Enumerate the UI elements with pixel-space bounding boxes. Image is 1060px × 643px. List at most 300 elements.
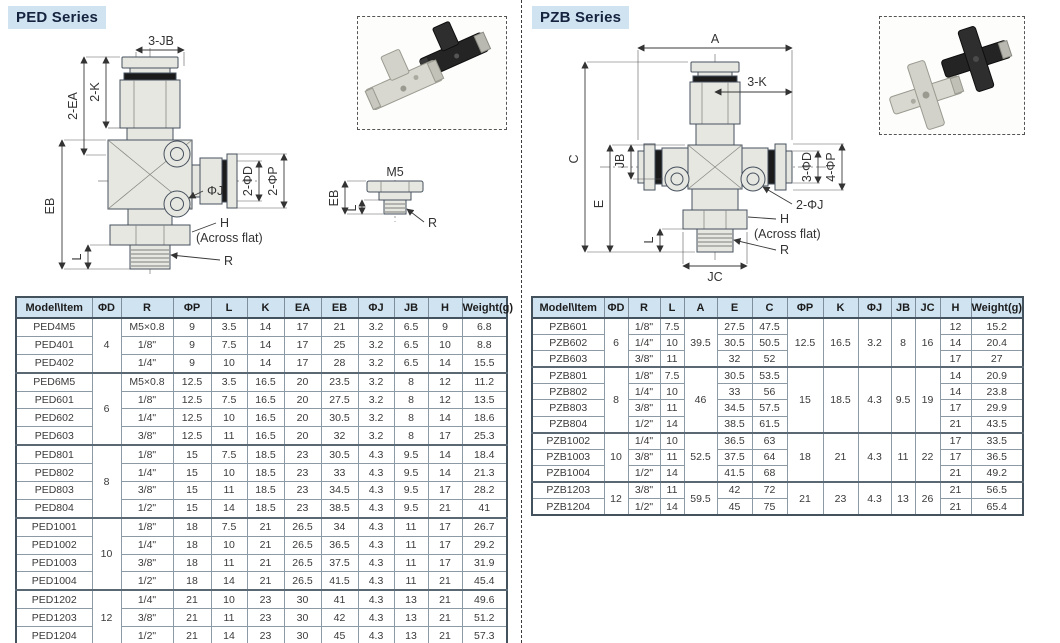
- dim-label-l: L: [642, 236, 656, 244]
- table-cell: 56.5: [971, 482, 1023, 499]
- ped-m5-inset-drawing: [367, 181, 423, 214]
- table-cell: 8.8: [462, 336, 507, 354]
- dim-label-2phip: 2-ΦP: [266, 166, 280, 196]
- table-cell: 1/8": [628, 367, 660, 384]
- table-cell: 9.5: [394, 445, 428, 463]
- table-cell: 12: [428, 391, 462, 409]
- table-cell: 11: [394, 536, 428, 554]
- column-header: K: [823, 297, 858, 318]
- table-cell: 10: [660, 384, 684, 400]
- table-cell: 42: [321, 609, 358, 627]
- table-cell: PZB1204: [532, 499, 604, 516]
- dim-label-2phid: 2-ΦD: [241, 165, 255, 197]
- table-cell: 45.4: [462, 572, 507, 590]
- table-cell: 3/8": [628, 449, 660, 465]
- table-cell: 21: [247, 572, 284, 590]
- column-header: JB: [891, 297, 915, 318]
- table-cell: 4.3: [358, 482, 394, 500]
- table-cell: 29.2: [462, 536, 507, 554]
- table-cell: 25: [321, 336, 358, 354]
- table-cell: PED6M5: [16, 373, 92, 391]
- table-cell: 13: [394, 590, 428, 608]
- table-cell: 65.4: [971, 499, 1023, 516]
- table-cell: 14: [247, 354, 284, 372]
- dim-label-4phip: 4-ΦP: [824, 152, 838, 182]
- table-row: [16, 427, 507, 445]
- table-row: [532, 367, 1023, 384]
- table-cell: 21: [428, 609, 462, 627]
- table-cell: 63: [752, 433, 787, 450]
- column-header: EA: [284, 297, 321, 318]
- table-cell: 3/8": [628, 482, 660, 499]
- table-cell: 8: [394, 427, 428, 445]
- table-cell: PZB602: [532, 335, 604, 351]
- column-header: R: [121, 297, 173, 318]
- table-cell: PZB802: [532, 384, 604, 400]
- table-row: [16, 518, 507, 536]
- column-header: C: [752, 297, 787, 318]
- table-cell: 14: [660, 416, 684, 433]
- column-header: Model\Item: [16, 297, 92, 318]
- table-cell: 31.9: [462, 554, 507, 572]
- table-cell: 30.5: [321, 445, 358, 463]
- table-cell: 20: [284, 391, 321, 409]
- table-cell: 18.5: [247, 482, 284, 500]
- table-cell: PED4M5: [16, 318, 92, 336]
- table-cell: 11: [891, 433, 915, 482]
- column-header: K: [247, 297, 284, 318]
- table-cell: 10: [211, 536, 247, 554]
- table-cell: 7.5: [660, 318, 684, 335]
- table-cell: 14: [940, 367, 971, 384]
- table-cell: 17: [428, 536, 462, 554]
- table-cell: 11: [394, 518, 428, 536]
- table-cell: 14: [428, 464, 462, 482]
- table-cell: 18.5: [247, 445, 284, 463]
- table-cell: 12: [92, 590, 121, 643]
- table-cell: 1/2": [121, 627, 173, 643]
- column-header: L: [211, 297, 247, 318]
- table-cell: 4.3: [858, 433, 891, 482]
- table-cell: 18: [173, 554, 211, 572]
- table-row: [16, 409, 507, 427]
- table-cell: 15: [173, 464, 211, 482]
- dim-label-a: A: [710, 34, 720, 46]
- table-cell: 30.5: [321, 409, 358, 427]
- table-cell: 4.3: [358, 590, 394, 608]
- table-cell: 11: [660, 482, 684, 499]
- table-cell: 1/4": [628, 335, 660, 351]
- table-cell: 27.5: [717, 318, 752, 335]
- table-cell: 4.3: [358, 536, 394, 554]
- table-cell: 26.5: [284, 518, 321, 536]
- table-cell: 41: [462, 499, 507, 517]
- table-cell: 1/2": [121, 572, 173, 590]
- table-cell: 4.3: [358, 445, 394, 463]
- table-cell: 16.5: [247, 373, 284, 391]
- column-header: L: [660, 297, 684, 318]
- table-cell: 22: [915, 433, 940, 482]
- table-cell: 10: [211, 464, 247, 482]
- table-row: [16, 609, 507, 627]
- table-cell: 18.5: [247, 499, 284, 517]
- table-cell: 36.5: [717, 433, 752, 450]
- table-cell: 11: [660, 351, 684, 368]
- table-cell: 21: [428, 499, 462, 517]
- table-cell: PZB1203: [532, 482, 604, 499]
- table-cell: 1/4": [121, 590, 173, 608]
- table-cell: 17: [284, 336, 321, 354]
- table-cell: 17: [428, 482, 462, 500]
- table-cell: PZB804: [532, 416, 604, 433]
- table-cell: 4.3: [358, 554, 394, 572]
- table-cell: 17: [428, 554, 462, 572]
- table-cell: 3.2: [358, 318, 394, 336]
- table-cell: 14: [211, 572, 247, 590]
- table-cell: 8: [92, 445, 121, 518]
- table-cell: 11: [211, 609, 247, 627]
- table-row: [16, 336, 507, 354]
- table-cell: 18: [173, 536, 211, 554]
- table-cell: PED602: [16, 409, 92, 427]
- table-cell: 1/8": [121, 336, 173, 354]
- table-cell: 19: [915, 367, 940, 432]
- dim-label-across-flat: (Across flat): [754, 227, 821, 241]
- table-cell: 33.5: [971, 433, 1023, 450]
- pzb-series-title: PZB Series: [532, 6, 629, 29]
- column-header: Weight(g): [462, 297, 507, 318]
- table-cell: 4.3: [858, 482, 891, 515]
- table-cell: 21: [173, 627, 211, 643]
- table-cell: 23.8: [971, 384, 1023, 400]
- table-cell: 1/2": [628, 416, 660, 433]
- table-cell: 12: [428, 373, 462, 391]
- table-cell: 21: [173, 609, 211, 627]
- table-cell: 12: [604, 482, 628, 515]
- column-header: ΦJ: [358, 297, 394, 318]
- table-cell: 16: [915, 318, 940, 367]
- table-cell: 11: [394, 572, 428, 590]
- table-cell: 1/4": [121, 409, 173, 427]
- table-cell: 6: [604, 318, 628, 367]
- table-cell: 18.6: [462, 409, 507, 427]
- table-cell: PED801: [16, 445, 92, 463]
- table-cell: 4.3: [358, 627, 394, 643]
- table-cell: 1/4": [628, 384, 660, 400]
- table-cell: 13: [394, 609, 428, 627]
- table-cell: 64: [752, 449, 787, 465]
- table-cell: 17: [284, 318, 321, 336]
- table-cell: 1/8": [121, 391, 173, 409]
- dim-label-across-flat: (Across flat): [196, 231, 263, 245]
- table-cell: 21: [247, 518, 284, 536]
- table-cell: 23: [284, 482, 321, 500]
- table-row: [16, 464, 507, 482]
- table-row: [16, 445, 507, 463]
- table-cell: 18: [173, 518, 211, 536]
- table-cell: PZB801: [532, 367, 604, 384]
- table-cell: 7.5: [211, 391, 247, 409]
- table-cell: 41.5: [717, 465, 752, 482]
- table-cell: PED1202: [16, 590, 92, 608]
- column-divider: [521, 0, 522, 643]
- table-cell: 10: [211, 354, 247, 372]
- dim-label-c: C: [567, 154, 581, 164]
- column-header: ΦJ: [858, 297, 891, 318]
- table-cell: 17: [940, 400, 971, 416]
- table-cell: 10: [92, 518, 121, 591]
- table-cell: 1/4": [121, 536, 173, 554]
- table-cell: 23: [247, 627, 284, 643]
- column-header: EB: [321, 297, 358, 318]
- table-cell: 68: [752, 465, 787, 482]
- column-header: H: [940, 297, 971, 318]
- table-cell: 15: [173, 499, 211, 517]
- table-cell: 23: [247, 590, 284, 608]
- table-cell: 45: [717, 499, 752, 516]
- table-cell: 3.5: [211, 373, 247, 391]
- table-cell: PZB1004: [532, 465, 604, 482]
- table-cell: PZB1003: [532, 449, 604, 465]
- table-cell: 23: [823, 482, 858, 515]
- dim-label-l: L: [70, 253, 84, 261]
- column-header: H: [428, 297, 462, 318]
- table-cell: 21: [173, 590, 211, 608]
- table-cell: 7.5: [211, 336, 247, 354]
- table-cell: 8: [394, 391, 428, 409]
- table-cell: 20: [284, 427, 321, 445]
- table-cell: 14: [428, 445, 462, 463]
- table-cell: 18: [787, 433, 823, 482]
- table-cell: 23: [247, 609, 284, 627]
- table-row: [16, 554, 507, 572]
- table-cell: 26: [915, 482, 940, 515]
- table-cell: 47.5: [752, 318, 787, 335]
- table-cell: 3.2: [358, 391, 394, 409]
- table-cell: 15: [173, 445, 211, 463]
- table-cell: 50.5: [752, 335, 787, 351]
- column-header: Model\Item: [532, 297, 604, 318]
- column-header: ΦP: [173, 297, 211, 318]
- table-cell: 10: [660, 433, 684, 450]
- table-cell: 9.5: [394, 464, 428, 482]
- pzb-spec-table: [531, 296, 1024, 516]
- table-cell: 34.5: [321, 482, 358, 500]
- table-cell: 14: [428, 354, 462, 372]
- dim-label-3jb: 3-JB: [148, 34, 174, 48]
- table-cell: 1/2": [628, 465, 660, 482]
- m5-label: M5: [386, 165, 404, 179]
- table-cell: PED804: [16, 499, 92, 517]
- table-cell: 34: [321, 518, 358, 536]
- table-cell: 16.5: [247, 391, 284, 409]
- table-cell: 75: [752, 499, 787, 516]
- table-cell: 28: [321, 354, 358, 372]
- table-cell: 12.5: [173, 391, 211, 409]
- table-cell: PED803: [16, 482, 92, 500]
- table-cell: 3/8": [628, 351, 660, 368]
- dim-label-r: R: [224, 254, 234, 268]
- table-cell: 3/8": [628, 400, 660, 416]
- table-row: [532, 433, 1023, 450]
- table-row: [16, 482, 507, 500]
- table-cell: 8: [891, 318, 915, 367]
- table-cell: 26.5: [284, 536, 321, 554]
- table-cell: PZB601: [532, 318, 604, 335]
- table-cell: 14: [247, 336, 284, 354]
- table-cell: 52: [752, 351, 787, 368]
- table-cell: 17: [940, 433, 971, 450]
- table-cell: 3.2: [358, 354, 394, 372]
- table-cell: 14: [247, 318, 284, 336]
- column-header: ΦD: [604, 297, 628, 318]
- table-cell: PZB603: [532, 351, 604, 368]
- column-header: JC: [915, 297, 940, 318]
- table-cell: 13: [891, 482, 915, 515]
- table-cell: 18.4: [462, 445, 507, 463]
- table-cell: 14: [428, 409, 462, 427]
- table-cell: 12.5: [173, 373, 211, 391]
- dim-label-r: R: [780, 243, 790, 257]
- dim-label-2phij: 2-ΦJ: [796, 198, 824, 212]
- table-cell: 10: [211, 409, 247, 427]
- table-cell: 21: [823, 433, 858, 482]
- table-cell: 23.5: [321, 373, 358, 391]
- table-cell: 3.2: [358, 427, 394, 445]
- table-cell: 38.5: [717, 416, 752, 433]
- table-row: [16, 354, 507, 372]
- table-cell: 25.3: [462, 427, 507, 445]
- table-cell: 3.2: [358, 373, 394, 391]
- table-cell: 32: [321, 427, 358, 445]
- column-header: JB: [394, 297, 428, 318]
- dim-label-eb: EB: [43, 197, 57, 215]
- pzb-fitting-drawing: [638, 62, 792, 252]
- table-cell: 21: [247, 554, 284, 572]
- table-cell: 51.2: [462, 609, 507, 627]
- table-cell: 11: [660, 400, 684, 416]
- table-cell: 26.5: [284, 554, 321, 572]
- table-cell: PED401: [16, 336, 92, 354]
- table-cell: 14: [211, 627, 247, 643]
- table-cell: 10: [428, 336, 462, 354]
- table-cell: 46: [684, 367, 717, 432]
- table-cell: 21: [940, 499, 971, 516]
- table-cell: 15: [787, 367, 823, 432]
- table-cell: 26.7: [462, 518, 507, 536]
- table-cell: 14: [940, 335, 971, 351]
- table-cell: 33: [321, 464, 358, 482]
- table-cell: 11: [211, 427, 247, 445]
- table-cell: 15.2: [971, 318, 1023, 335]
- column-header: E: [717, 297, 752, 318]
- table-cell: 4: [92, 318, 121, 373]
- table-row: [16, 536, 507, 554]
- table-cell: 6: [92, 373, 121, 446]
- table-cell: 14: [940, 384, 971, 400]
- table-cell: 34.5: [717, 400, 752, 416]
- table-cell: 16.5: [247, 409, 284, 427]
- table-row: [16, 499, 507, 517]
- table-cell: PED802: [16, 464, 92, 482]
- table-cell: 32: [717, 351, 752, 368]
- table-cell: 12.5: [787, 318, 823, 367]
- table-cell: 11: [211, 554, 247, 572]
- dim-label-m5-eb: EB: [327, 189, 341, 207]
- table-cell: 30: [284, 590, 321, 608]
- table-cell: PED1002: [16, 536, 92, 554]
- table-cell: 17: [284, 354, 321, 372]
- table-cell: 17: [940, 351, 971, 368]
- table-cell: 1/8": [121, 518, 173, 536]
- table-cell: 9: [428, 318, 462, 336]
- column-header: ΦD: [92, 297, 121, 318]
- table-cell: 16.5: [247, 427, 284, 445]
- table-cell: 23: [284, 445, 321, 463]
- table-cell: 1/2": [628, 499, 660, 516]
- table-cell: 14: [660, 499, 684, 516]
- table-cell: 21: [940, 482, 971, 499]
- table-cell: PED1204: [16, 627, 92, 643]
- table-cell: 52.5: [684, 433, 717, 482]
- table-cell: 49.6: [462, 590, 507, 608]
- table-cell: 18.5: [247, 464, 284, 482]
- pzb-product-photo: [879, 16, 1025, 135]
- table-cell: M5×0.8: [121, 373, 173, 391]
- table-cell: 21: [787, 482, 823, 515]
- table-row: [16, 590, 507, 608]
- table-row: [532, 482, 1023, 499]
- table-cell: 21: [428, 627, 462, 643]
- table-cell: 20: [284, 409, 321, 427]
- table-cell: 9.5: [891, 367, 915, 432]
- table-cell: 11: [660, 449, 684, 465]
- table-cell: 21.3: [462, 464, 507, 482]
- table-cell: 37.5: [717, 449, 752, 465]
- table-cell: 27.5: [321, 391, 358, 409]
- table-cell: 53.5: [752, 367, 787, 384]
- table-cell: 1/2": [121, 499, 173, 517]
- table-cell: 13: [394, 627, 428, 643]
- dim-label-e: E: [592, 199, 606, 209]
- table-cell: 42: [717, 482, 752, 499]
- dim-label-3k: 3-K: [747, 75, 767, 89]
- dim-label-h: H: [220, 216, 230, 230]
- dim-label-jb: JB: [613, 153, 627, 169]
- ped-series-title: PED Series: [8, 6, 106, 29]
- table-cell: 10: [604, 433, 628, 482]
- table-cell: 3.2: [858, 318, 891, 367]
- table-cell: 30.5: [717, 335, 752, 351]
- table-cell: 17: [940, 449, 971, 465]
- table-cell: 14: [660, 465, 684, 482]
- header-row: [16, 297, 507, 318]
- table-cell: PZB1002: [532, 433, 604, 450]
- table-cell: 11: [211, 482, 247, 500]
- table-cell: 9.5: [394, 499, 428, 517]
- table-cell: 17: [428, 518, 462, 536]
- table-cell: 3.5: [211, 318, 247, 336]
- table-cell: PED1003: [16, 554, 92, 572]
- table-cell: 8: [394, 409, 428, 427]
- table-cell: 28.2: [462, 482, 507, 500]
- table-row: [16, 572, 507, 590]
- column-header: R: [628, 297, 660, 318]
- table-cell: 7.5: [211, 445, 247, 463]
- table-cell: 6.5: [394, 354, 428, 372]
- table-cell: 4.3: [358, 499, 394, 517]
- dim-label-m5-l: L: [345, 204, 359, 212]
